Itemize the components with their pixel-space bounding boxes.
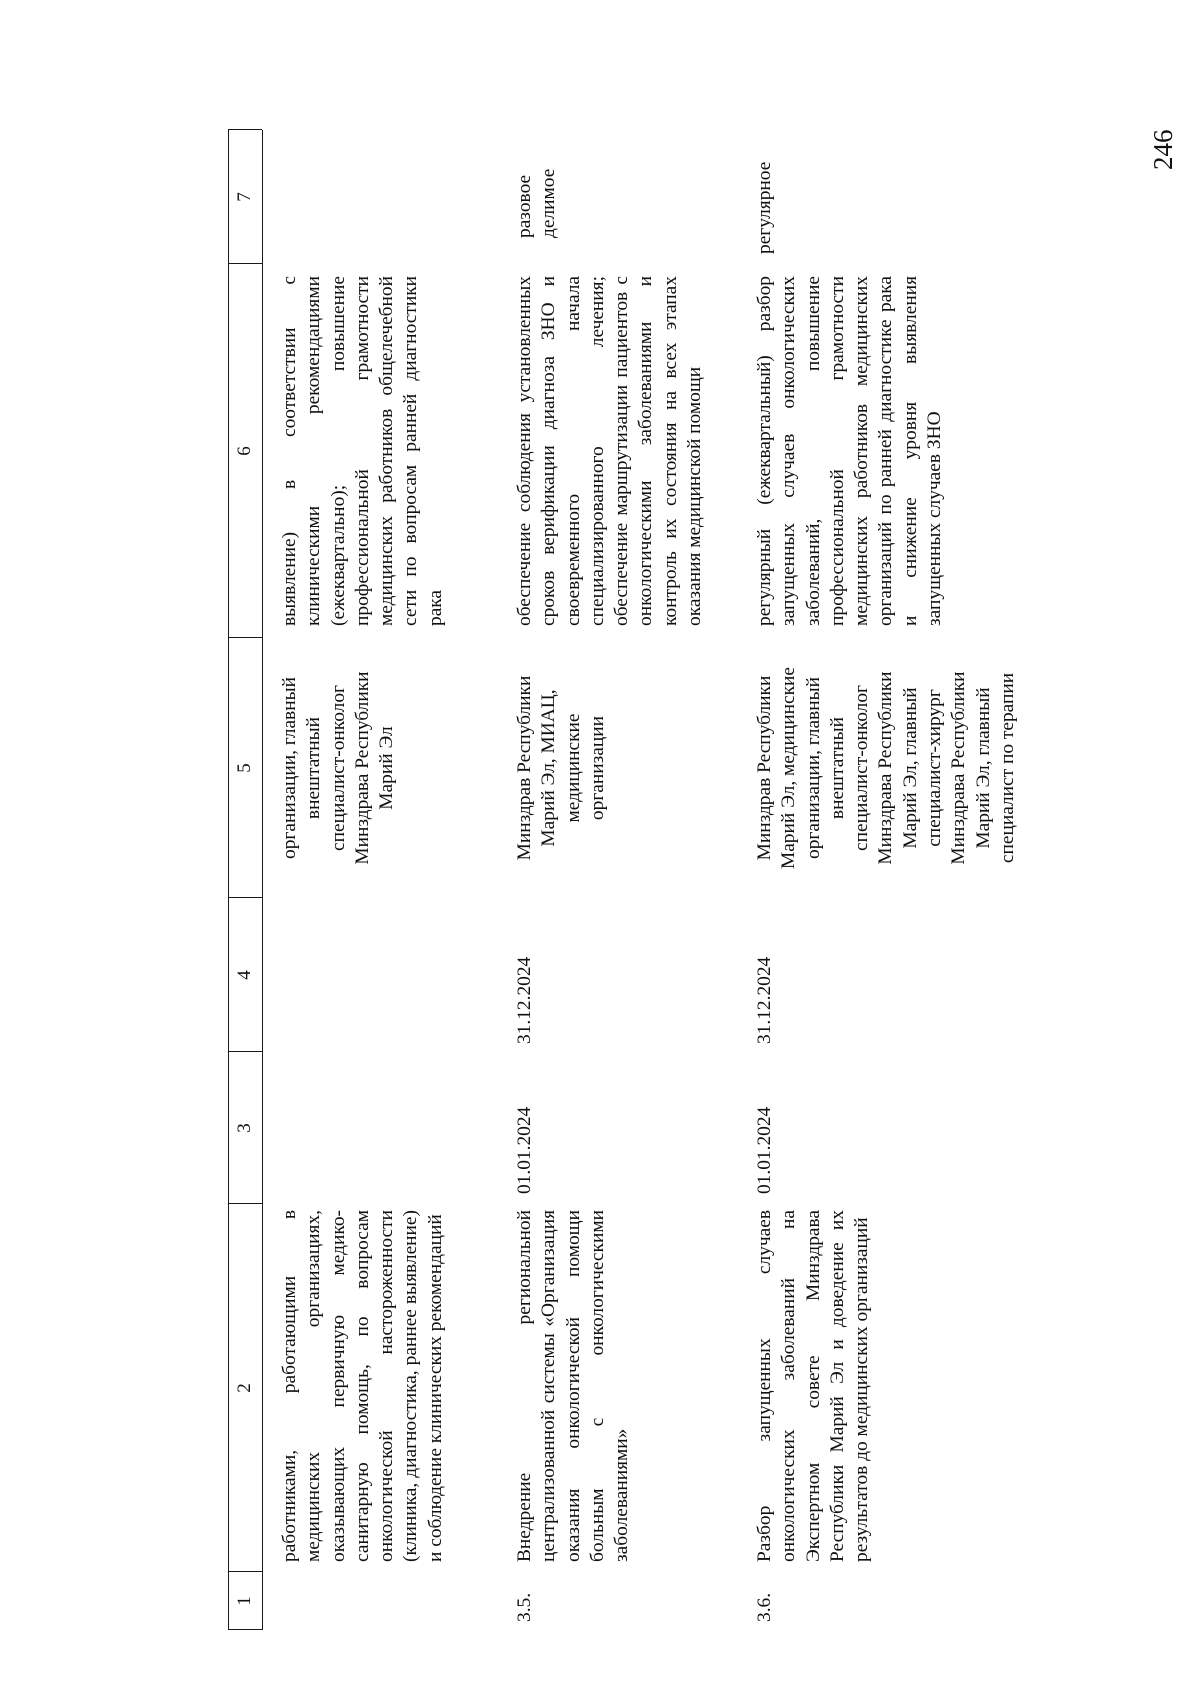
responsible-cell: Минздрав Республики Марий Эл, медицинские организации, главный внештатный специалист-онколог Минздрава Республики Марий Эл, главный специалист-хирург Минздрава Республики Марий Эл, главный специалист по терапии: [754, 666, 1018, 870]
page-number: 246: [1148, 129, 1178, 170]
responsible-cell: организации, главный внештатный специалист-онколог Минздрава Республики Марий Эл: [279, 671, 398, 865]
column-number: 3: [234, 1123, 255, 1133]
column-number: 6: [234, 446, 255, 456]
end-date: 31.12.2024: [514, 956, 535, 1044]
header-bottom-rule: [262, 130, 263, 1630]
column-number: 5: [234, 763, 255, 773]
column-number: 4: [234, 970, 255, 980]
type-cell: разовое делимое: [514, 168, 560, 238]
type-cell: регулярное: [754, 161, 775, 254]
result-cell: выявление) в соответствии с клиническими рекомендациями (ежеквартально); повышение профессиональной грамотности медицинских работников общелечебной сети по вопросам ранней диагностики рака: [279, 276, 446, 626]
start-date: 01.01.2024: [754, 1106, 775, 1194]
event-cell: Внедрение региональной централизованной системы «Организация оказания онкологической помощи больным с онкологическими заболеваниями»: [514, 1210, 633, 1562]
row-number: 3.5.: [514, 1592, 535, 1622]
end-date: 31.12.2024: [754, 956, 775, 1044]
column-number: 7: [234, 192, 255, 202]
start-date: 01.01.2024: [514, 1106, 535, 1194]
rotated-table: [228, 30, 1200, 1630]
column-number: 1: [234, 1596, 255, 1606]
result-cell: обеспечение соблюдения установленных сроков верификации диагноза ЗНО и своевременного начала специализированного лечения; обеспечение маршрутизации пациентов с онкологическими заболеваниями и контроль их состояния на всех этапах оказания медицинской помощи: [514, 276, 706, 626]
event-cell: работниками, работающими в медицинских организациях, оказывающих первичную медико-санитарную помощь, по вопросам онкологической настороженности (клиника, диагностика, раннее выявление) и соблюдение клинических рекомендаций: [279, 1210, 446, 1562]
responsible-cell: Минздрав Республики Марий Эл, МИАЦ, медицинские организации: [514, 675, 608, 861]
event-cell: Разбор запущенных случаев онкологических заболеваний на Экспертном совете Минздрава Республики Марий Эл и доведение их результатов до медицинских организаций: [754, 1210, 873, 1562]
result-cell: регулярный (ежеквартальный) разбор запущенных случаев онкологических заболеваний, повышение профессиональной грамотности медицинских работников медицинских организаций по ранней диагностике рака и снижение уровня выявления запущенных случаев ЗНО: [754, 276, 946, 626]
column-number: 2: [234, 1383, 255, 1393]
row-number: 3.6.: [754, 1592, 775, 1622]
